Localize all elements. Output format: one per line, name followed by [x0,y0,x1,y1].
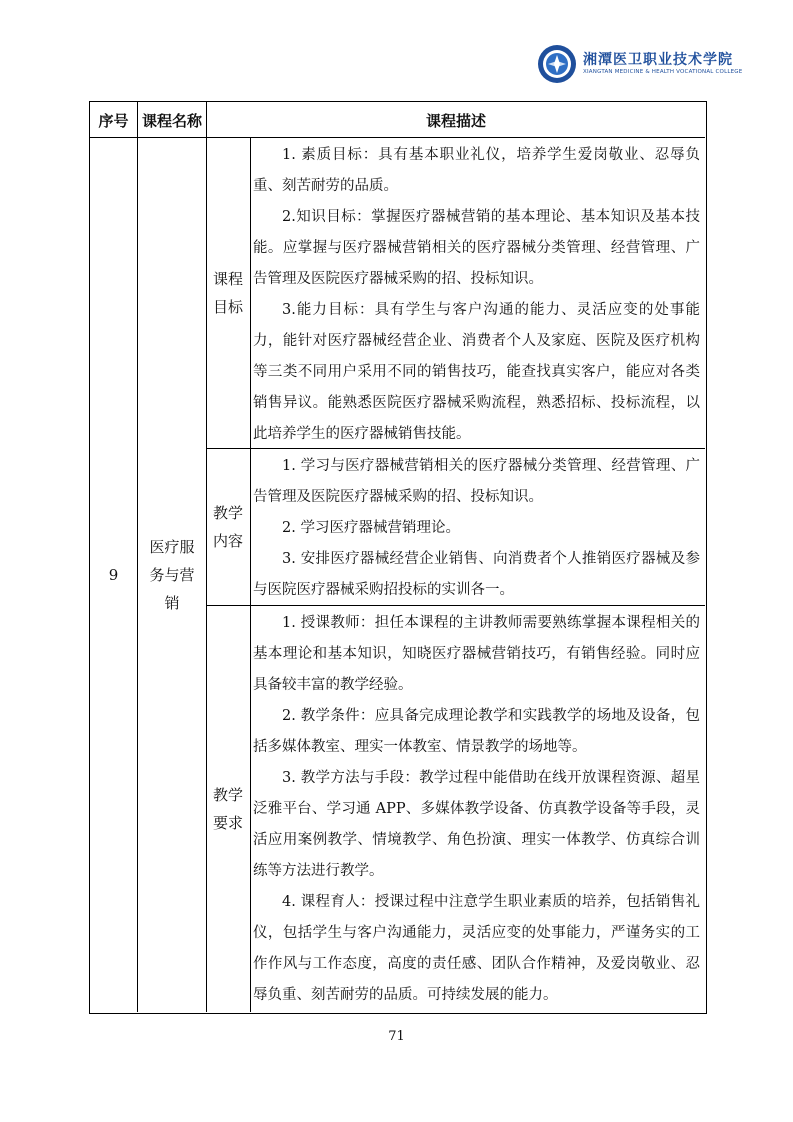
row-course-name: 医疗服务与营销 [149,538,195,612]
header-course-name: 课程名称 [141,111,202,130]
section-label-objectives: 课程目标 [212,270,243,316]
content-paragraph: 2. 学习医疗器械营销理论。 [282,520,460,536]
header-index: 序号 [98,111,129,130]
college-logo [537,44,743,90]
objective-paragraph: 2.知识目标：掌握医疗器械营销的基本理论、基本知识及基本技能。应掌握与医疗器械营销相关的医疗器械分类管理、经营管理、广告管理及医院医疗器械采购的招、投标知识。 [253,209,700,287]
content-paragraph: 1. 学习与医疗器械营销相关的医疗器械分类管理、经营管理、广告管理及医院医疗器械采购的招、投标知识。 [253,458,700,505]
requirement-paragraph: 1. 授课教师：担任本课程的主讲教师需要熟练掌握本课程相关的基本理论和基本知识，知晓医疗器械营销技巧，有销售经验。同时应具备较丰富的教学经验。 [253,615,700,693]
college-english-name: XIANGTAN MEDICINE & HEALTH VOCATIONAL COLLEGE [583,69,743,75]
college-name: 湘潭医卫职业技术学院 [583,52,733,68]
header-course-description: 课程描述 [425,111,486,130]
row-index: 9 [108,566,119,584]
requirement-paragraph: 2. 教学条件：应具备完成理论教学和实践教学的场地及设备，包括多媒体教室、理实一体教室、情景教学的场地等。 [253,708,700,755]
page-number: 71 [388,1029,405,1044]
course-table [89,101,707,1014]
section-requirements-text [253,608,700,1011]
section-objectives-text [253,140,700,450]
requirement-paragraph: 3. 教学方法与手段：教学过程中能借助在线开放课程资源、超星泛雅平台、学习通 APP、多媒体教学设备、仿真教学设备等手段，灵活应用案例教学、情境教学、角色扮演、理实一体教学、仿真综合训练等方法进行教学。 [253,770,700,879]
section-label-content: 教学内容 [212,504,243,550]
college-seal-icon [537,44,577,84]
objective-paragraph: 3.能力目标：具有学生与客户沟通的能力、灵活应变的处事能力，能针对医疗器械经营企业、消费者个人及家庭、医院及医疗机构等三类不同用户采用不同的销售技巧，能查找真实客户，能应对各类销售异议。能熟悉医院医疗器械采购流程，熟悉招标、投标流程，以此培养学生的医疗器械销售技能。 [253,302,700,442]
requirement-paragraph: 4. 课程育人：授课过程中注意学生职业素质的培养，包括销售礼仪，包括学生与客户沟通能力，灵活应变的处事能力，严谨务实的工作作风与工作态度，高度的责任感、团队合作精神，及爱岗敬业、忍辱负重、刻苦耐劳的品质。可持续发展的能力。 [253,894,700,1003]
section-label-requirements: 教学要求 [212,786,243,832]
section-content-text [253,451,700,606]
objective-paragraph: 1. 素质目标：具有基本职业礼仪，培养学生爱岗敬业、忍辱负重、刻苦耐劳的品质。 [253,147,700,194]
content-paragraph: 3. 安排医疗器械经营企业销售、向消费者个人推销医疗器械及参与医院医疗器械采购招投标的实训各一。 [253,551,700,598]
